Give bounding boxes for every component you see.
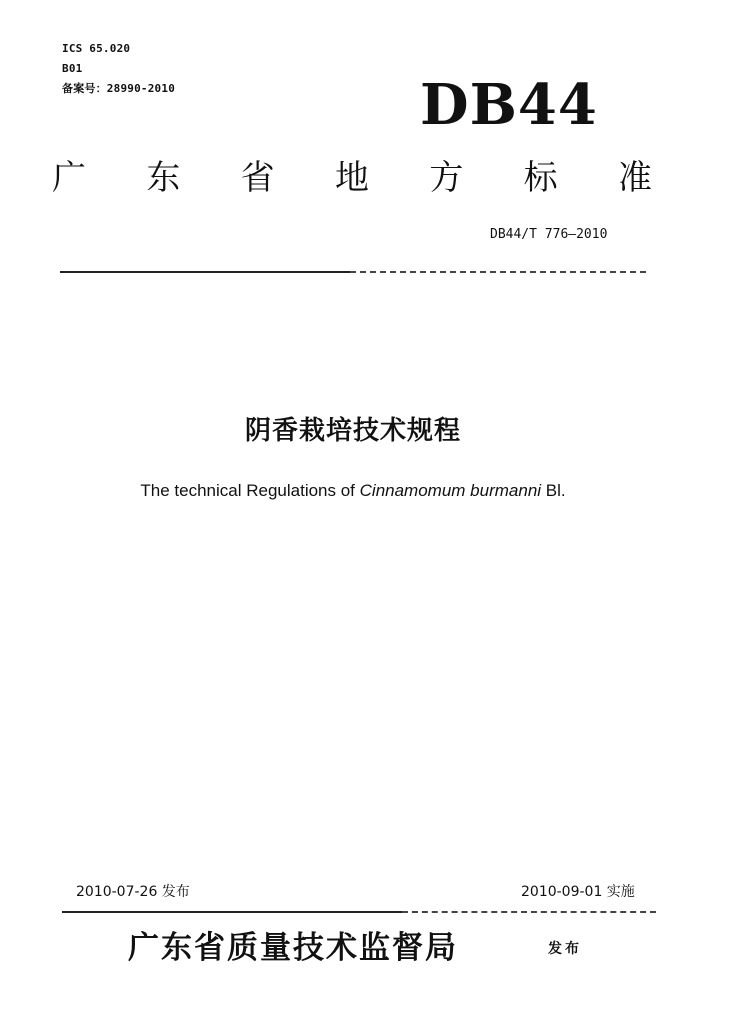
standard-type-char: 省: [240, 158, 275, 198]
document-title-en: [0, 480, 706, 502]
ics-code: ICS 65.020: [62, 42, 131, 55]
header-divider-dashed: [350, 271, 646, 273]
title-en-suffix: Bl.: [541, 481, 566, 500]
standard-type-char: 地: [334, 158, 369, 198]
standard-type-title: [52, 156, 652, 200]
standard-type-char: 准: [617, 158, 652, 198]
document-title-cn: 阴香栽培技术规程: [244, 416, 461, 446]
standard-number: DB44/T 776—2010: [490, 227, 608, 242]
implement-date: 2010-09-01 实施: [521, 884, 635, 900]
standard-type-char: 广: [52, 158, 86, 198]
classification-code: B01: [62, 62, 83, 75]
title-en-prefix: The technical Regulations of: [140, 481, 360, 500]
standard-type-char: 东: [146, 158, 181, 198]
issuer-name: 广东省质量技术监督局: [128, 930, 458, 966]
title-en-species: Cinnamomum burmanni: [359, 481, 542, 500]
standard-type-char: 方: [429, 158, 464, 198]
footer-divider: [62, 911, 402, 913]
record-number: 备案号：28990-2010: [62, 82, 176, 95]
release-date: 2010-07-26 发布: [76, 884, 190, 900]
header-divider: [60, 271, 350, 273]
standard-type-char: 标: [523, 158, 558, 198]
db-code: DB44: [420, 72, 598, 138]
footer-divider-dashed: [402, 911, 656, 913]
issuer-action: 发布: [548, 941, 582, 957]
